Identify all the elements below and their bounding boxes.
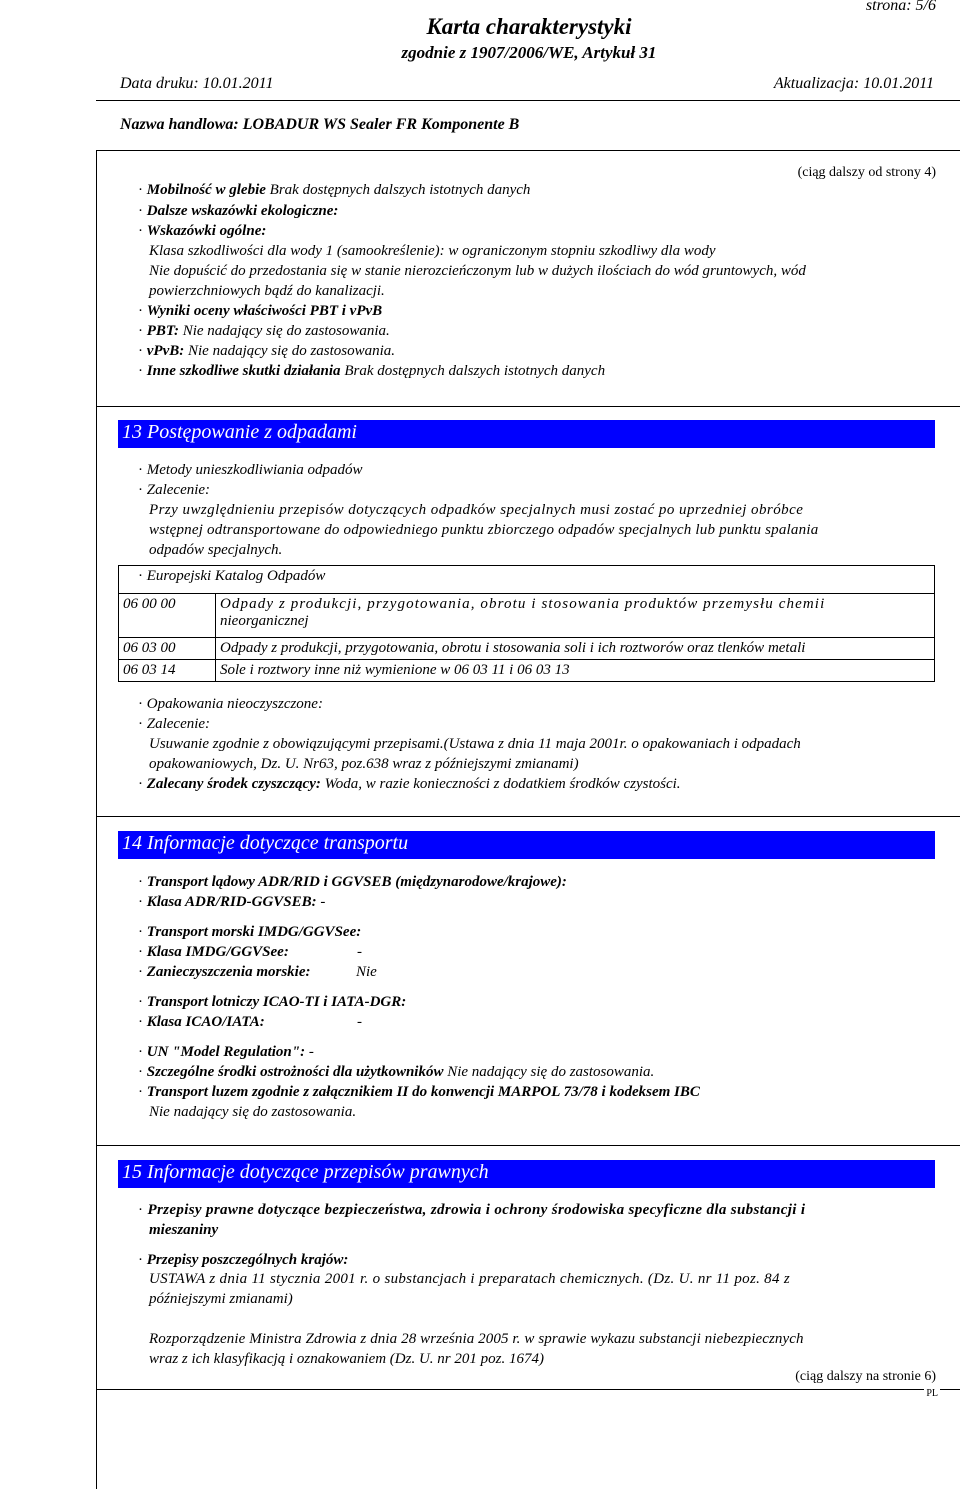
national-regulation-2-line-1: Rozporządzenie Ministra Zdrowia z dnia 28 września 2005 r. w sprawie wykazu substancji niebezpiecznych bbox=[149, 1331, 804, 1347]
header-divider bbox=[96, 100, 960, 101]
waste-code: 06 03 14 bbox=[119, 660, 216, 682]
general-line-1: Klasa szkodliwości dla wody 1 (samookreślenie): w ograniczonym stopniu szkodliwy dla wody bbox=[149, 243, 716, 259]
icao-class-line: · Klasa ICAO/IATA: bbox=[138, 1014, 265, 1030]
land-transport: · Transport lądowy ADR/RID i GGVSEB (międzynarodowe/krajowe): bbox=[138, 874, 567, 890]
disposal-methods: · Metody unieszkodliwiania odpadów bbox=[138, 462, 363, 478]
sea-transport: · Transport morski IMDG/GGVSee: bbox=[138, 924, 362, 940]
user-precautions-line: · Szczególne środki ostrożności dla użytkowników Nie nadający się do zastosowania. bbox=[138, 1064, 655, 1080]
catalog-title: · Europejski Katalog Odpadów bbox=[138, 568, 326, 584]
pbt-line: · PBT: Nie nadający się do zastosowania. bbox=[138, 323, 390, 339]
page-number: strona: 5/6 bbox=[865, 0, 936, 14]
waste-description: Odpady z produkcji, przygotowania, obrotu i stosowania soli i ich roztworów oraz tlenków metali bbox=[216, 638, 935, 660]
cleaning-agent-line: · Zalecany środek czyszczący: Woda, w razie konieczności z dodatkiem środków czystości. bbox=[138, 776, 681, 792]
section-15-header bbox=[118, 1160, 935, 1188]
frame-left bbox=[96, 150, 97, 1489]
table-row bbox=[119, 638, 935, 660]
section-15-title: 15 Informacje dotyczące przepisów prawnych bbox=[122, 1161, 489, 1183]
pbt-title: · Wyniki oceny właściwości PBT i vPvB bbox=[138, 303, 383, 319]
recommendation-line-1: Przy uwzględnieniu przepisów dotyczących odpadków specjalnych musi zostać po uprzedniej obróbce bbox=[149, 502, 804, 518]
eco-heading: · Dalsze wskazówki ekologiczne: bbox=[138, 203, 339, 219]
legal-regulations-line-1: · Przepisy prawne dotyczące bezpieczeństwa, zdrowia i ochrony środowiska specyficzne dla substancji i bbox=[138, 1202, 806, 1218]
update-date: Aktualizacja: 10.01.2011 bbox=[773, 75, 934, 92]
legal-regulations-line-2: mieszaniny bbox=[149, 1222, 219, 1238]
section-13-title: 13 Postępowanie z odpadami bbox=[122, 421, 357, 443]
trade-name: Nazwa handlowa: LOBADUR WS Sealer FR Komponente B bbox=[120, 116, 520, 133]
bulk-transport-line: · Transport luzem zgodnie z załącznikiem II do konwencji MARPOL 73/78 i kodeksem IBC bbox=[138, 1084, 700, 1100]
recommendation-line-3: odpadów specjalnych. bbox=[149, 542, 283, 558]
continued-from: (ciąg dalszy od strony 4) bbox=[797, 165, 936, 180]
packaging-heading: · Opakowania nieoczyszczone: bbox=[138, 696, 323, 712]
recommendation-line-2: wstępnej odtransportowane do odpowiedniego punktu zbiorczego odpadów specjalnych lub punktu spalania bbox=[149, 522, 819, 538]
general-line-2: Nie dopuścić do przedostania się w stanie nierozcieńczonym lub w dużych ilościach do wód gruntowych, wód bbox=[149, 263, 806, 279]
marine-pollutant-value: Nie bbox=[356, 964, 377, 980]
document-title: Karta charakterystyki bbox=[426, 14, 632, 39]
bulk-transport-value: Nie nadający się do zastosowania. bbox=[149, 1104, 357, 1120]
language-code: PL bbox=[926, 1388, 938, 1399]
section-14-header bbox=[118, 831, 935, 859]
section-14-title: 14 Informacje dotyczące transportu bbox=[122, 832, 409, 854]
national-regulations-heading: · Przepisy poszczególnych krajów: bbox=[138, 1252, 349, 1268]
air-transport: · Transport lotniczy ICAO-TI i IATA-DGR: bbox=[138, 994, 407, 1010]
national-regulation-1-line-1: USTAWA z dnia 11 stycznia 2001 r. o substancjach i preparatach chemicznych. (Dz. U. nr 11 poz. 84 z bbox=[149, 1271, 790, 1287]
vpvb-line: · vPvB: Nie nadający się do zastosowania. bbox=[138, 343, 396, 359]
national-regulation-1-line-2: późniejszymi zmianami) bbox=[149, 1291, 293, 1307]
document-subtitle: zgodnie z 1907/2006/WE, Artykuł 31 bbox=[401, 43, 657, 62]
general-line-3: powierzchniowych bądź do kanalizacji. bbox=[149, 283, 385, 299]
recommendation-label: · Zalecenie: bbox=[138, 482, 211, 498]
waste-description: Sole i roztwory inne niż wymienione w 06 03 11 i 06 03 13 bbox=[216, 660, 935, 682]
packaging-recommendation-label: · Zalecenie: bbox=[138, 716, 211, 732]
waste-code: 06 00 00 bbox=[119, 594, 216, 638]
un-model-regulation-line: · UN "Model Regulation": - bbox=[138, 1044, 314, 1060]
marine-pollutant-line: · Zanieczyszczenia morskie: bbox=[138, 964, 311, 980]
national-regulation-2-line-2: wraz z ich klasyfikacją i oznakowaniem (Dz. U. nr 201 poz. 1674) bbox=[149, 1351, 544, 1367]
general-heading: · Wskazówki ogólne: bbox=[138, 223, 267, 239]
frame-top bbox=[96, 150, 960, 151]
section-divider-13 bbox=[96, 406, 960, 407]
adr-class-line: · Klasa ADR/RID-GGVSEB: - bbox=[138, 894, 326, 910]
section-divider-14 bbox=[96, 816, 960, 817]
section-divider-15 bbox=[96, 1145, 960, 1146]
packaging-line-1: Usuwanie zgodnie z obowiązującymi przepisami.(Ustawa z dnia 11 maja 2001r. o opakowaniach i odpadach bbox=[149, 736, 801, 752]
packaging-line-2: opakowaniowych, Dz. U. Nr63, poz.638 wraz z późniejszymi zmianami) bbox=[149, 756, 579, 772]
icao-class-value: - bbox=[357, 1014, 362, 1030]
continued-to: (ciąg dalszy na stronie 6) bbox=[795, 1369, 936, 1384]
print-date: Data druku: 10.01.2011 bbox=[120, 75, 274, 92]
footer-divider bbox=[96, 1389, 960, 1390]
imdg-class-line: · Klasa IMDG/GGVSee: bbox=[138, 944, 289, 960]
waste-description: Odpady z produkcji, przygotowania, obrotu i stosowania produktów przemysłu chemii nieorganicznej bbox=[216, 594, 935, 638]
imdg-class-value: - bbox=[357, 944, 362, 960]
table-row bbox=[119, 594, 935, 638]
section-13-header bbox=[118, 420, 935, 448]
mobility-line: · Mobilność w glebie Brak dostępnych dalszych istotnych danych bbox=[138, 182, 531, 198]
table-row bbox=[119, 660, 935, 682]
waste-code: 06 03 00 bbox=[119, 638, 216, 660]
other-effects-line: · Inne szkodliwe skutki działania Brak dostępnych dalszych istotnych danych bbox=[138, 363, 606, 379]
waste-catalog-table bbox=[118, 593, 935, 682]
